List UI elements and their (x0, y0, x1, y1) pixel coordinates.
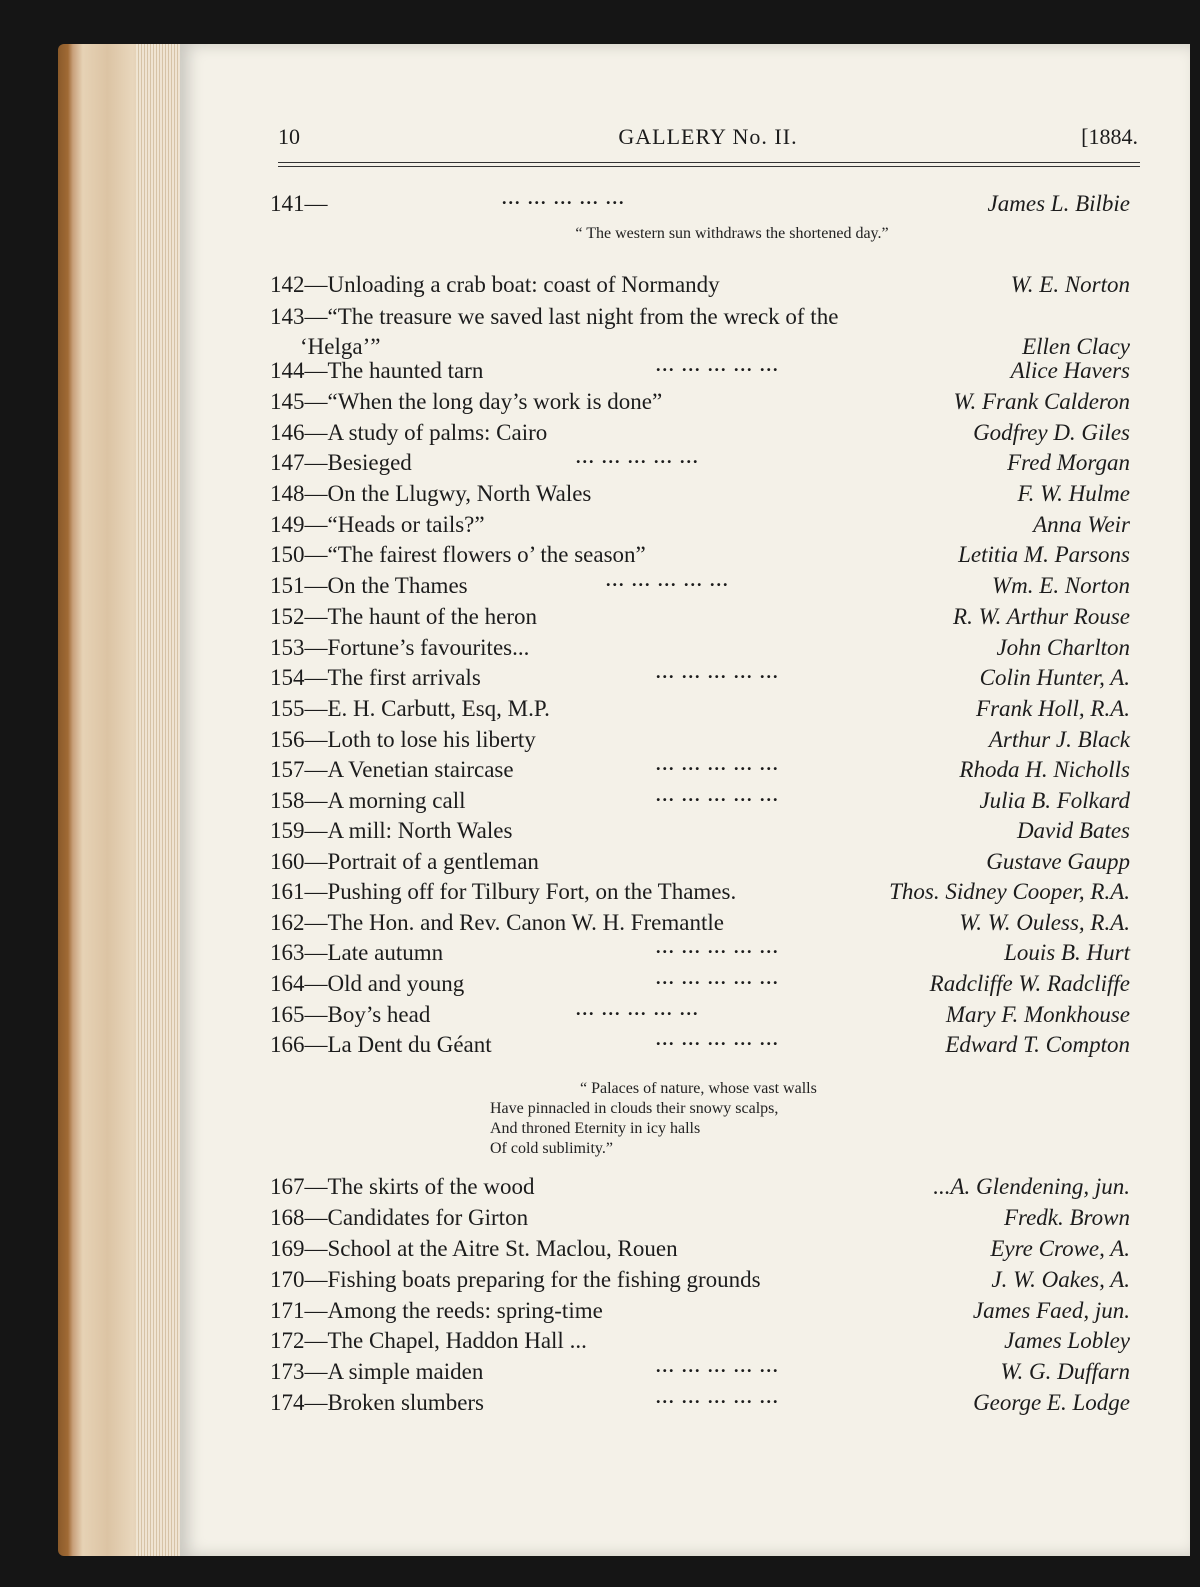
entry-title: 163—Late autumn (270, 940, 444, 965)
catalogue-entry (270, 189, 1130, 219)
leader-dots: ... ... ... ... ... (656, 1356, 780, 1376)
entry-title: 147—Besieged (270, 450, 412, 475)
entry-artist: Godfrey D. Giles (973, 420, 1130, 445)
entry-title: 173—A simple maiden (270, 1359, 484, 1384)
page-number: 10 (278, 124, 300, 149)
entry-title: 159—A mill: North Wales (270, 818, 513, 843)
catalogue-entry (270, 510, 1130, 540)
catalogue-entry (270, 602, 1130, 632)
entry-artist: W. Frank Calderon (953, 389, 1130, 414)
entry-title: 150—“The fairest flowers o’ the season” (270, 542, 646, 567)
entry-title: 142—Unloading a crab boat: coast of Normandy (270, 272, 720, 297)
entry-title: 141— (270, 191, 328, 216)
entry-title: 155—E. H. Carbutt, Esq, M.P. (270, 696, 550, 721)
entry-artist: John Charlton (996, 635, 1130, 660)
entry-title: 174—Broken slumbers (270, 1390, 485, 1415)
entry-artist: Eyre Crowe, A. (990, 1236, 1130, 1261)
catalogue-entry (270, 1265, 1130, 1295)
entry-title: 145—“When the long day’s work is done” (270, 389, 663, 414)
catalogue-entry (270, 1296, 1130, 1326)
entry-artist: ...A. Glendening, jun. (933, 1174, 1130, 1199)
catalogue-entry (270, 694, 1130, 724)
entry-artist: James Faed, jun. (972, 1298, 1130, 1323)
entry-artist: Thos. Sidney Cooper, R.A. (889, 879, 1130, 904)
catalogue-entry (270, 302, 1130, 359)
entry-artist: W. W. Ouless, R.A. (959, 910, 1130, 935)
entry-artist: W. G. Duffarn (1000, 1359, 1130, 1384)
entry-title: 161—Pushing off for Tilbury Fort, on the Thames. (270, 879, 737, 904)
entry-artist: James Lobley (1004, 1328, 1130, 1353)
leader-dots: ... ... ... ... ... (606, 570, 730, 590)
catalogue-entry (270, 1234, 1130, 1264)
catalogue-entry (270, 816, 1130, 846)
entry-title: 172—The Chapel, Haddon Hall ... (270, 1328, 587, 1353)
entry-title-continued: ‘Helga’” (300, 334, 381, 359)
entry-title: 143—“The treasure we saved last night from the wreck of the (270, 304, 839, 329)
catalogue-entry (270, 786, 1130, 816)
entry-artist: J. W. Oakes, A. (991, 1267, 1130, 1292)
quote-line: “ Palaces of nature, whose vast walls (580, 1080, 817, 1097)
quote-line: Have pinnacled in clouds their snowy scalps, (490, 1100, 779, 1117)
page-year: [1884. (1081, 124, 1138, 149)
entry-artist: R. W. Arthur Rouse (953, 604, 1130, 629)
entry-artist: Letitia M. Parsons (958, 542, 1130, 567)
entry-artist: W. E. Norton (1010, 272, 1130, 297)
entry-artist: Fred Morgan (1007, 450, 1130, 475)
catalogue-entry (270, 969, 1130, 999)
entry-artist: Gustave Gaupp (986, 849, 1130, 874)
entry-title: 158—A morning call (270, 788, 466, 813)
entry-artist: Arthur J. Black (988, 727, 1130, 752)
leader-dots: ... ... ... ... ... (502, 188, 626, 208)
entry-title: 169—School at the Aitre St. Maclou, Rouen (270, 1236, 678, 1261)
entry-artist: Frank Holl, R.A. (976, 696, 1130, 721)
catalogue-entry (270, 270, 1130, 300)
header-rule-thin (278, 166, 1140, 167)
entry-title: 154—The first arrivals (270, 665, 481, 690)
catalogue-entry (270, 418, 1130, 448)
entry-title: 149—“Heads or tails?” (270, 512, 485, 537)
entry-artist: Alice Havers (1010, 358, 1130, 383)
catalogue-entry (270, 847, 1130, 877)
entry-title: 148—On the Llugwy, North Wales (270, 481, 592, 506)
leader-dots: ... ... ... ... ... (656, 1029, 780, 1049)
page-header (278, 124, 1138, 160)
leader-dots: ... ... ... ... ... (576, 999, 700, 1019)
leader-dots: ... ... ... ... ... (656, 754, 780, 774)
leader-dots: ... ... ... ... ... (656, 355, 780, 375)
entry-artist: Julia B. Folkard (979, 788, 1130, 813)
catalogue-entry (270, 1030, 1130, 1060)
entry-title: 151—On the Thames (270, 573, 468, 598)
book-page (180, 44, 1190, 1556)
catalogue-entry (270, 356, 1130, 386)
entry-title: 168—Candidates for Girton (270, 1205, 529, 1230)
leader-dots: ... ... ... ... ... (656, 662, 780, 682)
entry-title: 166—La Dent du Géant (270, 1032, 492, 1057)
quote-line: And throned Eternity in icy halls (490, 1120, 701, 1137)
page-title: GALLERY No. II. (618, 124, 798, 149)
entry-title: 171—Among the reeds: spring-time (270, 1298, 603, 1323)
entry-title: 156—Loth to lose his liberty (270, 727, 536, 752)
entry-artist: James L. Bilbie (987, 191, 1130, 216)
catalogue-entry (270, 571, 1130, 601)
entry-artist: F. W. Hulme (1017, 481, 1130, 506)
entry-title: 162—The Hon. and Rev. Canon W. H. Fremantle (270, 910, 724, 935)
catalogue-entry (270, 448, 1130, 478)
entry-title: 153—Fortune’s favourites... (270, 635, 530, 660)
entry-title: 165—Boy’s head (270, 1002, 431, 1027)
entry-artist: Mary F. Monkhouse (945, 1002, 1130, 1027)
entry-artist: Edward T. Compton (945, 1032, 1130, 1057)
quote-141: “ The western sun withdraws the shortened day.” (575, 225, 889, 242)
leader-dots: ... ... ... ... ... (656, 785, 780, 805)
entry-artist: Colin Hunter, A. (979, 665, 1130, 690)
entry-artist: Fredk. Brown (1003, 1205, 1130, 1230)
quote-166 (490, 1079, 930, 1159)
entry-artist: Wm. E. Norton (992, 573, 1130, 598)
entry-title: 170—Fishing boats preparing for the fishing grounds (270, 1267, 761, 1292)
catalogue-entry (270, 479, 1130, 509)
catalogue-entry (270, 1203, 1130, 1233)
entry-title: 160—Portrait of a gentleman (270, 849, 539, 874)
page-edges (136, 44, 182, 1556)
leader-dots: ... ... ... ... ... (656, 968, 780, 988)
catalogue-entry (270, 663, 1130, 693)
entry-artist: Radcliffe W. Radcliffe (929, 971, 1130, 996)
book-edge (58, 44, 182, 1556)
entry-artist: David Bates (1016, 818, 1130, 843)
entry-artist: Louis B. Hurt (1004, 940, 1130, 965)
entry-artist: Rhoda H. Nicholls (959, 757, 1130, 782)
entry-title: 157—A Venetian staircase (270, 757, 514, 782)
catalogue-entry (270, 1172, 1130, 1202)
entry-artist: George E. Lodge (973, 1390, 1130, 1415)
entry-title: 146—A study of palms: Cairo (270, 420, 548, 445)
catalogue-entry (270, 1388, 1130, 1418)
entry-artist: Anna Weir (1033, 512, 1130, 537)
leader-dots: ... ... ... ... ... (576, 447, 700, 467)
leader-dots: ... ... ... ... ... (656, 937, 780, 957)
entry-title: 152—The haunt of the heron (270, 604, 537, 629)
leader-dots: ... ... ... ... ... (656, 1387, 780, 1407)
entry-title: 164—Old and young (270, 971, 465, 996)
quote-line: Of cold sublimity.” (490, 1140, 613, 1157)
entry-title: 144—The haunted tarn (270, 358, 484, 383)
header-rule (278, 162, 1140, 163)
catalogue-entry (270, 877, 1130, 907)
entry-title: 167—The skirts of the wood (270, 1174, 535, 1199)
entry-artist: Ellen Clacy (1022, 334, 1130, 359)
catalogue-entry (270, 387, 1130, 417)
